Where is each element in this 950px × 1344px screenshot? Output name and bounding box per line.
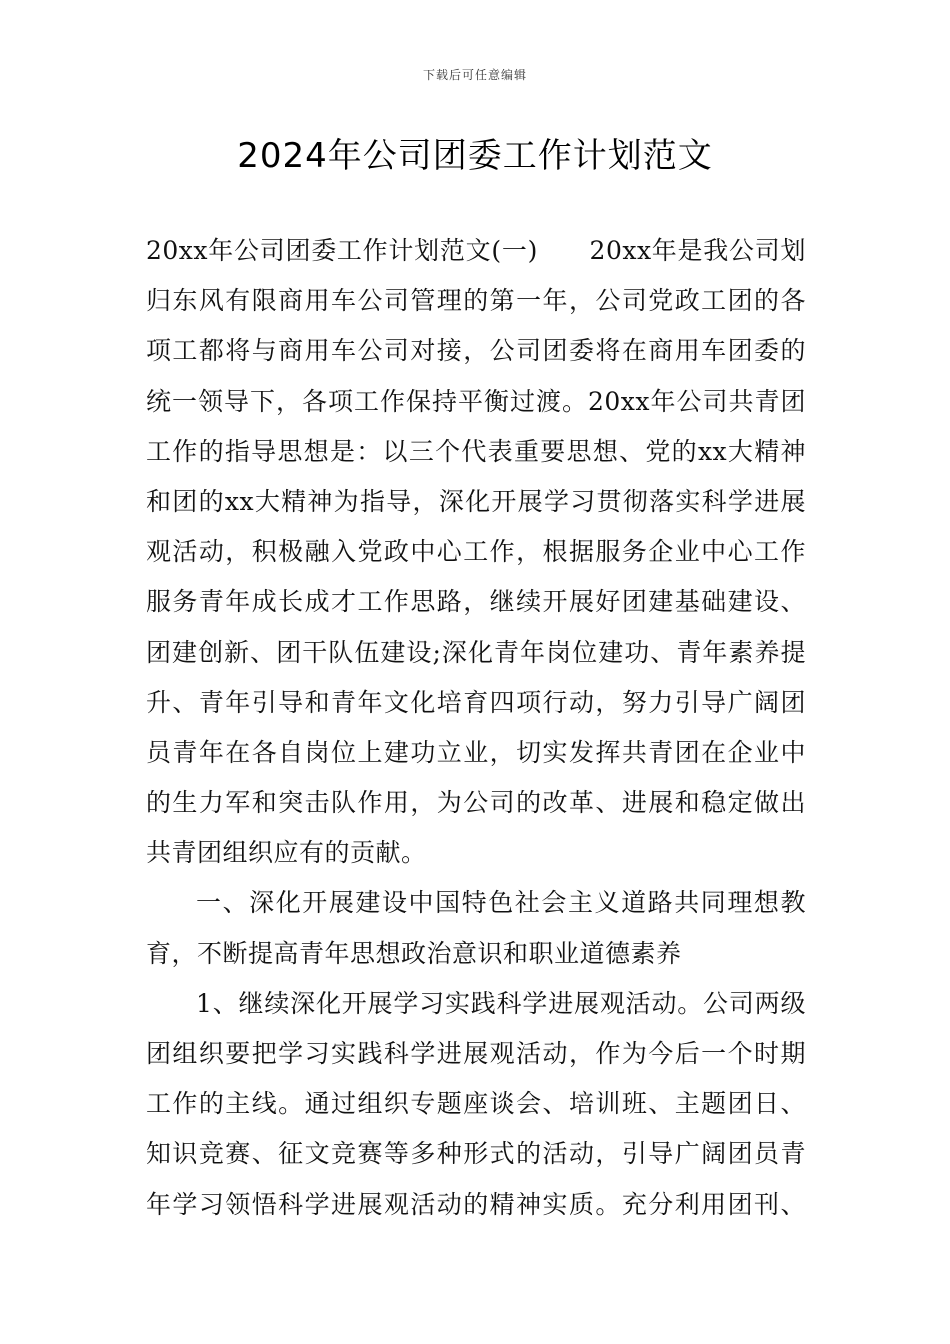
body-line: 服务青年成长成才工作思路，继续开展好团建基础建设、 — [146, 587, 806, 617]
body-line: 归东风有限商用车公司管理的第一年，公司党政工团的各 — [146, 286, 806, 316]
body-line: 项工都将与商用车公司对接，公司团委将在商用车团委的 — [146, 336, 806, 366]
body-line: 观活动，积极融入党政中心工作，根据服务企业中心工作 — [146, 537, 806, 567]
body-line: 工作的指导思想是：以三个代表重要思想、党的xx大精神 — [146, 436, 806, 466]
body-line: 工作的主线。通过组织专题座谈会、培训班、主题团日、 — [146, 1089, 806, 1119]
body-line: 统一领导下，各项工作保持平衡过渡。20xx年公司共青团 — [146, 386, 806, 416]
document-title: 2024年公司团委工作计划范文 — [237, 136, 713, 176]
body-line: 1、继续深化开展学习实践科学进展观活动。公司两级 — [196, 988, 806, 1018]
body-line: 升、青年引导和青年文化培育四项行动，努力引导广阔团 — [146, 687, 806, 717]
body-line: 共青团组织应有的贡献。 — [146, 838, 427, 868]
body-line: 和团的xx大精神为指导，深化开展学习贯彻落实科学进展 — [146, 486, 806, 516]
header-note: 下载后可任意编辑 — [422, 68, 527, 82]
document-body — [146, 226, 806, 1230]
body-line: 年学习领悟科学进展观活动的精神实质。充分利用团刊、 — [146, 1189, 806, 1219]
body-line: 的生力军和突击队作用，为公司的改革、进展和稳定做出 — [146, 788, 806, 818]
body-line: 20xx年公司团委工作计划范文(一) 20xx年是我公司划 — [146, 236, 806, 265]
body-line: 一、深化开展建设中国特色社会主义道路共同理想教 — [196, 888, 806, 918]
body-line: 团组织要把学习实践科学进展观活动，作为今后一个时期 — [146, 1039, 806, 1068]
body-line: 团建创新、团干队伍建设;深化青年岗位建功、青年素养提 — [146, 637, 806, 667]
body-line: 员青年在各自岗位上建功立业，切实发挥共青团在企业中 — [146, 737, 806, 767]
body-line: 育，不断提高青年思想政治意识和职业道德素养 — [146, 938, 682, 968]
body-line: 知识竞赛、征文竞赛等多种形式的活动，引导广阔团员青 — [146, 1139, 806, 1169]
